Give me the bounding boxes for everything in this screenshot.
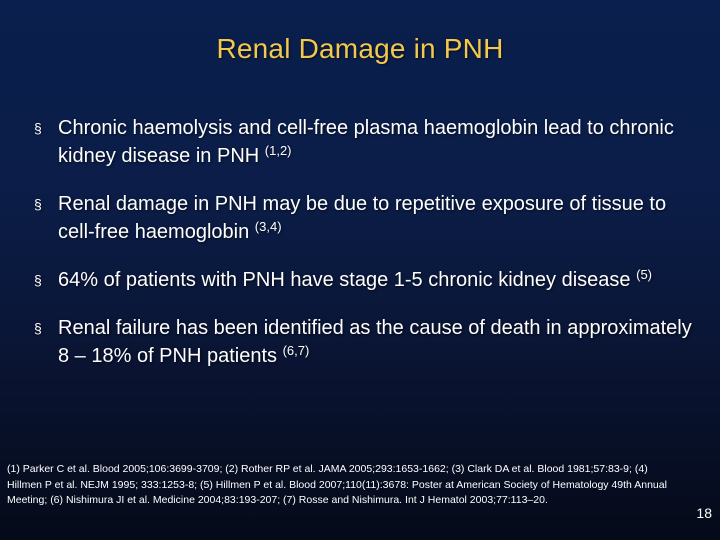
bullet-reference: (5) xyxy=(636,267,652,282)
page-number: 18 xyxy=(696,505,712,521)
references: (1) Parker C et al. Blood 2005;106:3699-3709; (2) Rother RP et al. JAMA 2005;293:1653-1662; (3) Clark DA et al. Blood 1981;57:83-9; (4) Hillmen P et al. NEJM 1995; 333:1253-8; (5) Hillmen P et al. Blood 2007;110(11):3678: Poster at American Society of Hematology 49th Annual Meeting; (6) Nishimura JI et al. Medicine 2004;83:193-207; (7) Rosse and Nishimura. Int J Hematol 2003;77:113–20. xyxy=(7,463,667,506)
bullet-item xyxy=(34,190,704,246)
bullet-marker-icon: § xyxy=(34,320,42,336)
bullet-marker-icon: § xyxy=(34,120,42,136)
bullet-text: 64% of patients with PNH have stage 1-5 chronic kidney disease xyxy=(58,269,631,291)
bullet-reference: (3,4) xyxy=(254,219,282,234)
bullet-marker-icon: § xyxy=(34,196,42,212)
bullet-reference: (1,2) xyxy=(264,143,292,158)
bullet-item xyxy=(34,266,704,294)
bullet-marker-icon: § xyxy=(34,272,42,288)
bullet-item xyxy=(34,314,704,370)
bullet-text: Chronic haemolysis and cell-free plasma haemoglobin lead to chronic kidney disease in PNH xyxy=(58,117,674,167)
bullet-text: Renal damage in PNH may be due to repetitive exposure of tissue to cell-free haemoglobin xyxy=(58,193,667,243)
bullet-reference: (6,7) xyxy=(282,343,310,358)
bullet-text: Renal failure has been identified as the cause of death in approximately 8 – 18% of PNH patients xyxy=(58,317,692,367)
bullet-item xyxy=(34,114,704,170)
slide-title: Renal Damage in PNH xyxy=(216,33,504,64)
bullet-list xyxy=(34,114,704,390)
